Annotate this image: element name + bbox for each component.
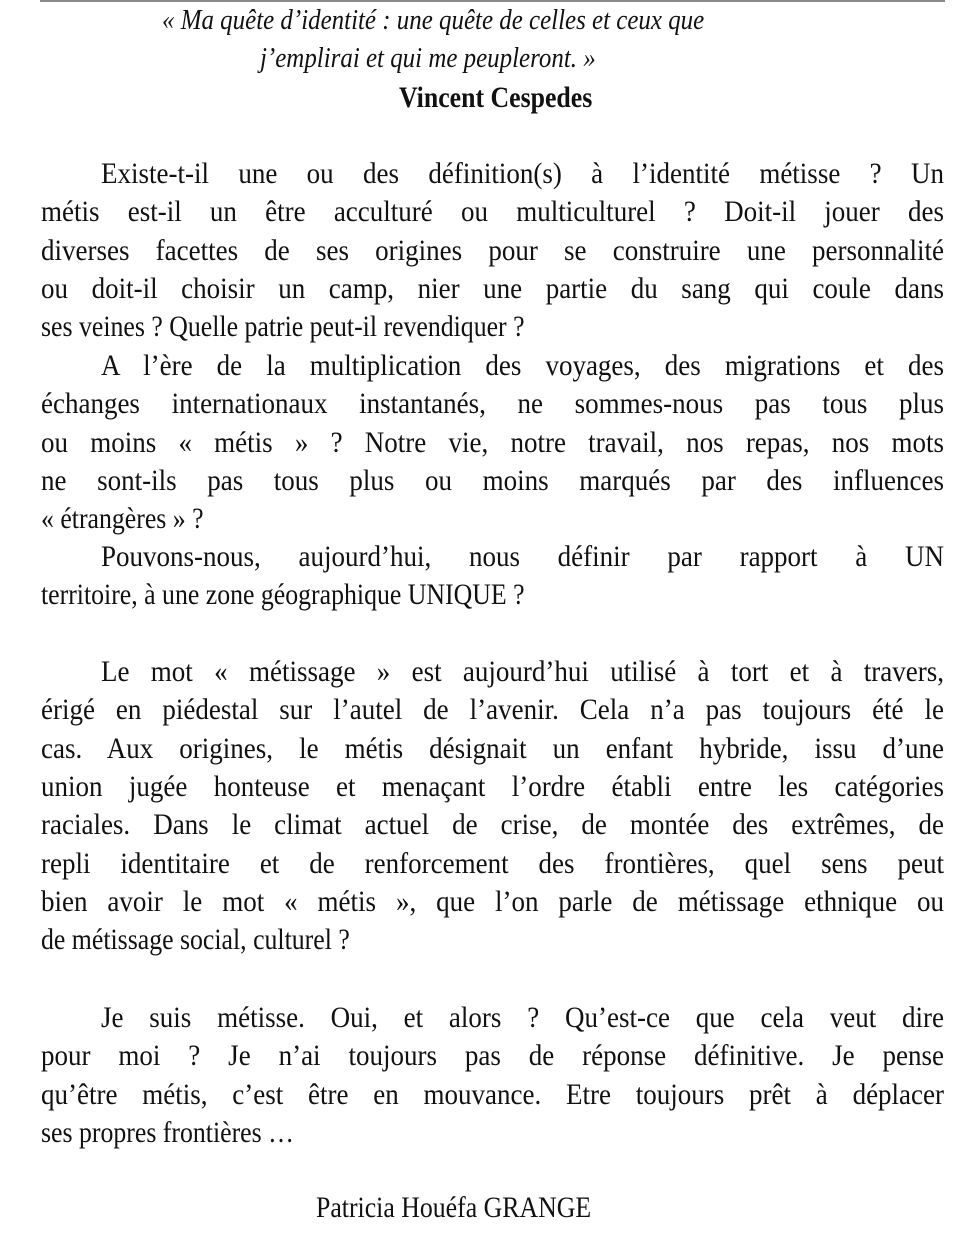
epigraph-author: Vincent Cespedes (399, 81, 593, 114)
paragraph-1-line (41, 195, 944, 229)
paragraph-4-line (41, 885, 944, 919)
line-text: Le mot « métissage » est aujourd’hui utilisé à tort et à travers, (101, 655, 944, 688)
paragraph-4-line (41, 847, 944, 881)
paragraph-2-line (41, 502, 944, 536)
line-text: Existe-t-il une ou des définition(s) à l’identité métisse ? Un (101, 157, 944, 190)
line-text: échanges internationaux instantanés, ne sommes-nous pas tous plus (41, 387, 944, 421)
line-text: érigé en piédestal sur l’autel de l’avenir. Cela n’a pas toujours été le (41, 693, 944, 727)
paragraph-3-line (101, 540, 944, 574)
line-text: Je suis métisse. Oui, et alors ? Qu’est-ce que cela veut dire (101, 1001, 944, 1034)
line-text: bien avoir le mot « métis », que l’on parle de métissage ethnique ou (41, 885, 944, 919)
paragraph-2-line (101, 349, 944, 383)
epigraph-line-2: j’emplirai et qui me peupleront. » (260, 42, 596, 74)
line-text: raciales. Dans le climat actuel de crise, de montée des extrêmes, de (41, 808, 944, 842)
line-text: ou moins « métis » ? Notre vie, notre travail, nos repas, nos mots (41, 425, 944, 459)
paragraph-2-line (41, 464, 944, 498)
line-text: A l’ère de la multiplication des voyages, des migrations et des (101, 349, 944, 382)
line-text: repli identitaire et de renforcement des frontières, quel sens peut (41, 846, 944, 880)
epigraph-line-1: « Ma quête d’identité : une quête de celles et ceux que (162, 4, 705, 36)
line-text: union jugée honteuse et menaçant l’ordre établi entre les catégories (41, 770, 944, 804)
line-text: ne sont-ils pas tous plus ou moins marqués par des influences (41, 464, 944, 498)
line-text: métis est-il un être acculturé ou multiculturel ? Doit-il jouer des (41, 195, 944, 229)
paragraph-4-line (101, 655, 944, 689)
paragraph-4-line (41, 770, 944, 804)
line-text: territoire, à une zone géographique UNIQUE ? (41, 578, 525, 612)
line-text: ses propres frontières … (41, 1116, 294, 1150)
line-text: ses veines ? Quelle patrie peut-il revendiquer ? (41, 310, 525, 344)
line-text: diverses facettes de ses origines pour se construire une personnalité (41, 233, 944, 267)
paragraph-1-line (101, 157, 944, 191)
paragraph-4-line (41, 693, 944, 727)
line-text: cas. Aux origines, le métis désignait un enfant hybride, issu d’une (41, 731, 944, 765)
paragraph-1-line (41, 272, 944, 306)
paragraph-5-line (41, 1039, 944, 1073)
line-text: Pouvons-nous, aujourd’hui, nous définir par rapport à UN (101, 540, 944, 573)
paragraph-5-line (41, 1078, 944, 1112)
line-text: qu’être métis, c’est être en mouvance. Etre toujours prêt à déplacer (41, 1077, 944, 1111)
top-rule (40, 0, 945, 2)
paragraph-2-line (41, 387, 944, 421)
line-text: « étrangères » ? (41, 502, 204, 536)
line-text: de métissage social, culturel ? (41, 923, 350, 957)
paragraph-3-line (41, 578, 944, 612)
line-text: pour moi ? Je n’ai toujours pas de réponse définitive. Je pense (41, 1039, 944, 1073)
paragraph-4-line (41, 732, 944, 766)
paragraph-5-line (101, 1001, 944, 1035)
paragraph-5-line (41, 1116, 944, 1150)
line-text: ou doit-il choisir un camp, nier une partie du sang qui coule dans (41, 272, 944, 306)
paragraph-2-line (41, 426, 944, 460)
paragraph-4-line (41, 923, 944, 957)
signature: Patricia Houéfa GRANGE (316, 1191, 592, 1224)
paragraph-4-line (41, 808, 944, 842)
paragraph-1-line (41, 310, 944, 344)
paragraph-1-line (41, 234, 944, 268)
